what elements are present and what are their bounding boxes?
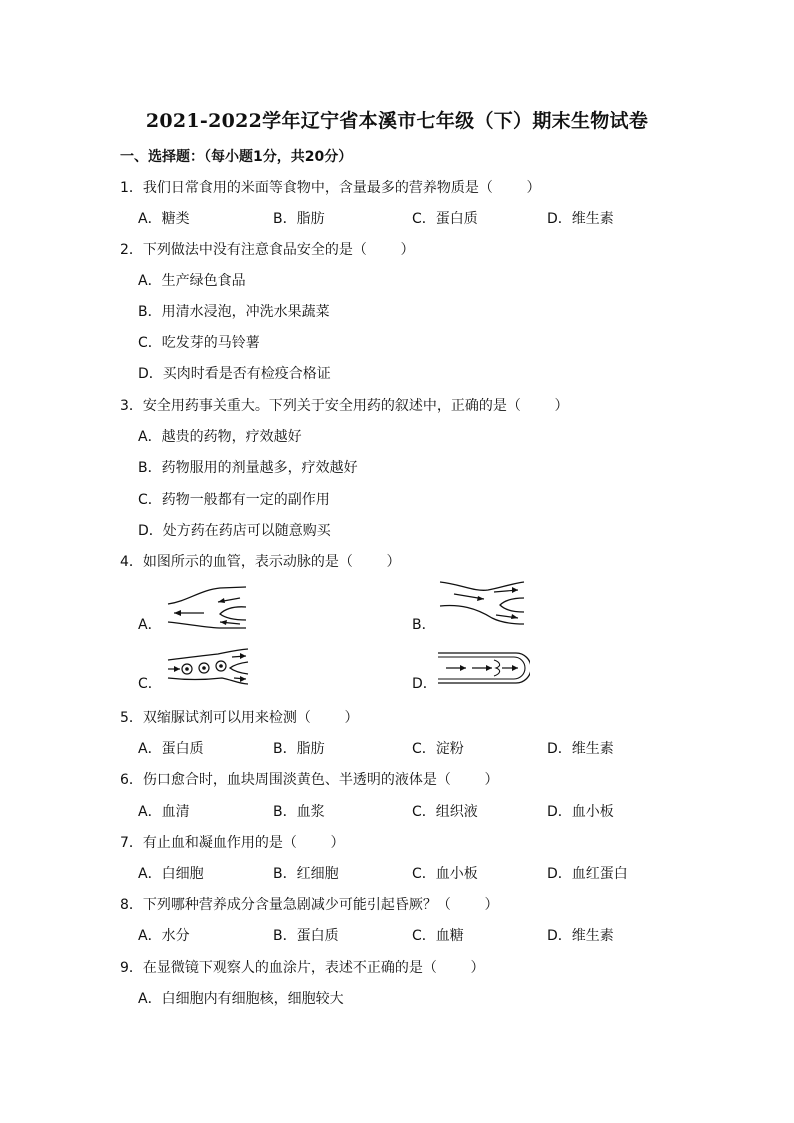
question-6: [120, 769, 499, 789]
option: D．血小板: [547, 804, 614, 820]
question-stem: 我们日常食用的米面等食物中，含量最多的营养物质是（: [142, 180, 493, 196]
question-5: [120, 707, 359, 727]
question-9: [120, 957, 485, 977]
question-stem: 安全用药事关重大。下列关于安全用药的叙述中，正确的是（: [142, 398, 521, 414]
question-number: 9．: [120, 960, 143, 976]
question-7: [120, 832, 345, 852]
question-number: 1．: [120, 180, 143, 196]
option: B．脂肪: [273, 211, 325, 227]
question-number: 2．: [120, 242, 143, 258]
question-number: 3．: [120, 398, 143, 414]
question-number: 5．: [120, 710, 143, 726]
question-stem: 下列做法中没有注意食品安全的是（: [142, 242, 367, 258]
question-close: ）: [484, 897, 499, 913]
option: A．: [138, 617, 162, 633]
option: C．: [138, 676, 162, 692]
option: A．糖类: [138, 211, 190, 227]
option: A．越贵的药物，疗效越好: [138, 429, 302, 445]
option: A．生产绿色食品: [138, 273, 246, 289]
option: B．: [412, 617, 436, 633]
vessel-figure-b: [436, 578, 528, 628]
option: A．蛋白质: [138, 741, 204, 757]
option: C．淀粉: [412, 741, 464, 757]
option: D．: [412, 676, 437, 692]
option: A．白细胞内有细胞核，细胞较大: [138, 991, 344, 1007]
option: C．血小板: [412, 866, 478, 882]
question-close: ）: [330, 835, 345, 851]
option: C．药物一般都有一定的副作用: [138, 492, 330, 508]
vessel-figure-d: [436, 651, 530, 685]
question-close: ）: [484, 772, 499, 788]
option: C．组织液: [412, 804, 478, 820]
question-stem: 如图所示的血管，表示动脉的是（: [142, 554, 353, 570]
question-close: ）: [470, 960, 485, 976]
option: B．红细胞: [273, 866, 339, 882]
vessel-figure-c: [160, 646, 252, 688]
page-title: 2021-2022学年辽宁省本溪市七年级（下）期末生物试卷: [145, 110, 649, 132]
question-2: [120, 239, 415, 259]
question-stem: 下列哪种营养成分含量急剧减少可能引起昏厥？（: [142, 897, 451, 913]
option: D．买肉时看是否有检疫合格证: [138, 366, 331, 382]
question-stem: 伤口愈合时，血块周围淡黄色、半透明的液体是（: [142, 772, 451, 788]
option: A．血清: [138, 804, 190, 820]
section-heading: 一、选择题：（每小题1分，共20分）: [120, 149, 353, 165]
question-number: 6．: [120, 772, 143, 788]
option: D．维生素: [547, 211, 614, 227]
question-8: [120, 894, 499, 914]
vessel-figure-a: [160, 584, 250, 630]
option: A．水分: [138, 928, 190, 944]
option: C．蛋白质: [412, 211, 478, 227]
question-number: 7．: [120, 835, 143, 851]
option: B．用清水浸泡，冲洗水果蔬菜: [138, 304, 330, 320]
question-3: [120, 395, 569, 415]
question-4: [120, 551, 401, 571]
option: B．药物服用的剂量越多，疗效越好: [138, 460, 358, 476]
option: C．吃发芽的马铃薯: [138, 335, 260, 351]
option: B．脂肪: [273, 741, 325, 757]
option: B．蛋白质: [273, 928, 339, 944]
question-close: ）: [526, 180, 541, 196]
option: D．维生素: [547, 928, 614, 944]
option: B．血浆: [273, 804, 325, 820]
question-close: ）: [554, 398, 569, 414]
option: A．白细胞: [138, 866, 204, 882]
option: C．血糖: [412, 928, 464, 944]
question-1: [120, 177, 541, 197]
option: D．处方药在药店可以随意购买: [138, 523, 331, 539]
question-stem: 在显微镜下观察人的血涂片，表述不正确的是（: [142, 960, 437, 976]
question-number: 8．: [120, 897, 143, 913]
question-stem: 有止血和凝血作用的是（: [142, 835, 297, 851]
question-close: ）: [344, 710, 359, 726]
question-close: ）: [400, 242, 415, 258]
question-number: 4．: [120, 554, 143, 570]
option: D．维生素: [547, 741, 614, 757]
question-stem: 双缩脲试剂可以用来检测（: [142, 710, 311, 726]
option: D．血红蛋白: [547, 866, 628, 882]
question-close: ）: [386, 554, 401, 570]
